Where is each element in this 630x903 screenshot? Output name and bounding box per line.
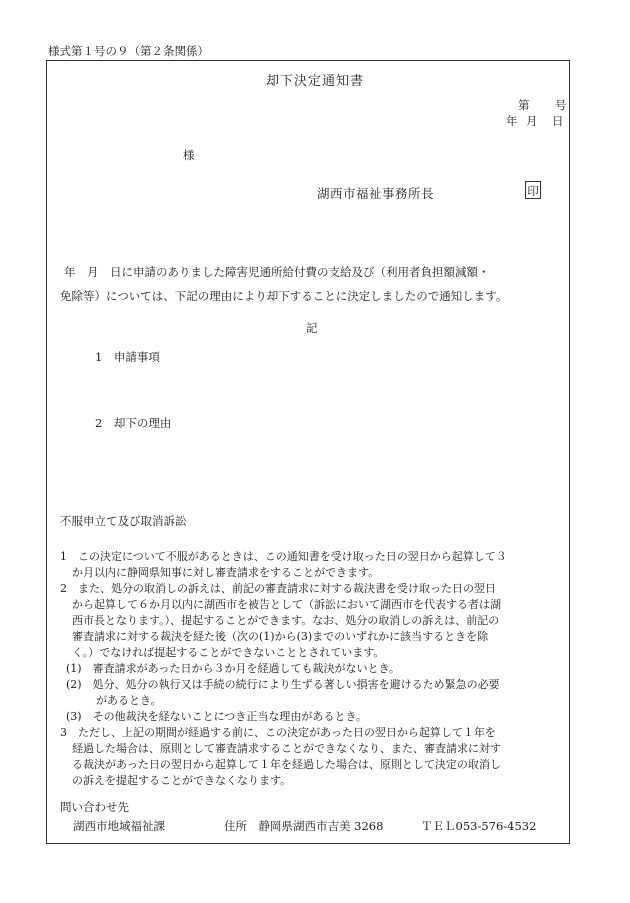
date-month-label: 月 <box>526 114 538 128</box>
appeal-line: の訴えを提起することができなくなります。 <box>72 774 292 787</box>
appeal-line: 2 また、処分の取消しの訴えは、前記の審査請求に対する裁決書を受け取った日の翌日 <box>60 582 496 595</box>
contact-tel: ＴＥＬ053-576-4532 <box>421 819 537 833</box>
seal-box: 印 <box>525 181 541 199</box>
item-label: 却下の理由 <box>113 416 172 430</box>
item-rejection-reason <box>95 415 171 431</box>
addressee-suffix: 様 <box>183 148 195 162</box>
appeal-line: 西市長となります。）、提起することができます。なお、処分の取消しの訴えは、前記の <box>72 614 500 627</box>
contact-department: 湖西市地域福祉課 <box>73 819 165 833</box>
appeal-line: (2) 処分、処分の執行又は手続の続行により生ずる著しい損害を避けるため緊急の必要 <box>66 678 500 691</box>
issuer-name: 湖西市福祉事務所長 <box>317 186 435 201</box>
item-application-matter <box>95 349 160 365</box>
notice-body-line-2: 免除等）については、下記の理由により却下することに決定しましたので通知します。 <box>60 289 508 303</box>
doc-number-label: 第 <box>518 98 530 112</box>
item-number: 1 <box>95 350 103 364</box>
appeal-line: 経過した場合は、原則として審査請求することができなくなり、また、審査請求に対す <box>72 742 501 755</box>
contact-heading: 問い合わせ先 <box>60 800 129 814</box>
appeal-line: があるとき。 <box>96 694 162 707</box>
appeal-line: 1 この決定について不服があるときは、この通知書を受け取った日の翌日から起算して３ <box>60 550 507 563</box>
contact-address: 住所 静岡県湖西市吉美 3268 <box>224 819 384 833</box>
item-label: 申請事項 <box>113 350 160 364</box>
item-number: 2 <box>95 416 103 430</box>
notice-body-line-1: 年 月 日に申請のありました障害児通所給付費の支給及び（利用者負担額減額・ <box>64 265 490 279</box>
document-title: 却下決定通知書 <box>265 74 364 89</box>
appeal-line: (3) その他裁決を経ないことにつき正当な理由があるとき。 <box>66 710 367 723</box>
appeal-line: く。）でなければ提起することができないこととされています。 <box>72 646 385 659</box>
date-day-label: 日 <box>552 114 564 128</box>
form-number: 様式第１号の９（第２条関係） <box>48 44 209 58</box>
appeal-line: 審査請求に対する裁決を経た後（次の(1)から(3)までのいずれかに該当するときを除 <box>72 630 489 643</box>
doc-number-suffix: 号 <box>555 98 567 112</box>
appeal-line: る裁決があった日の翌日から起算して１年を経過した場合は、原則として決定の取消し <box>72 758 501 771</box>
appeal-heading: 不服申立て及び取消訴訟 <box>60 514 187 528</box>
date-year-label: 年 <box>506 114 518 128</box>
ki-heading: 記 <box>306 321 318 335</box>
appeal-line: から起算して６か月以内に湖西市を被告として（訴訟において湖西市を代表する者は湖 <box>72 598 501 611</box>
appeal-line: 3 ただし、上記の期間が経過する前に、この決定があった日の翌日から起算して１年を <box>60 726 496 739</box>
appeal-line: か月以内に静岡県知事に対し審査請求をすることができます。 <box>72 566 380 579</box>
appeal-line: (1) 審査請求があった日から３か月を経過しても裁決がないとき。 <box>66 662 401 675</box>
